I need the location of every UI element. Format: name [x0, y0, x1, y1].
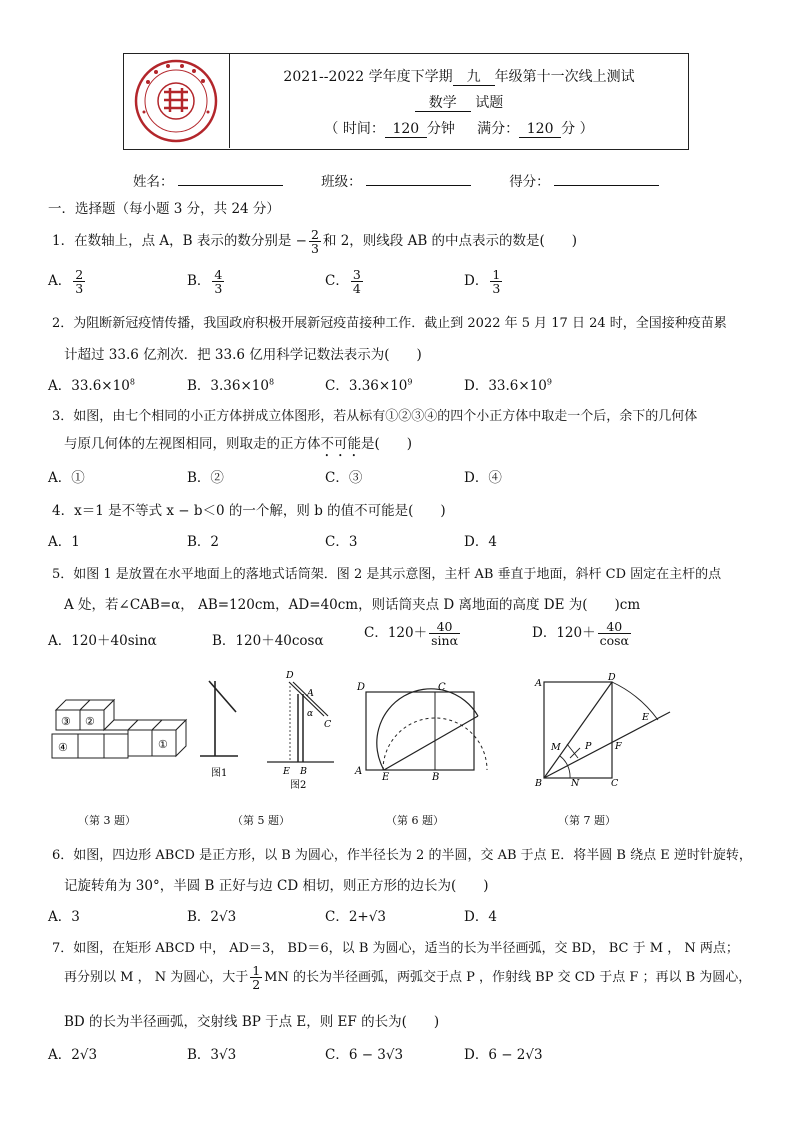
score-label-field: 得分：	[509, 174, 550, 190]
q7-fraction	[250, 964, 262, 991]
q1-c-label: C．	[325, 273, 349, 290]
subject-value: 数学	[415, 96, 471, 112]
q1-d-label: D．	[464, 273, 489, 290]
q1-d-den: 3	[492, 281, 501, 297]
q7-option-b[interactable]: B．3√3	[187, 1047, 237, 1063]
q1-b-num: 4	[214, 267, 223, 282]
caption-fig7: （第 7 题）	[558, 814, 616, 827]
q5-option-a[interactable]: A．120＋40sinα	[48, 633, 157, 649]
question-5-line1: 5．如图 1 是放置在水平地面上的落地式话筒架．图 2 是其示意图，主杆 AB 垂直于地面，斜杆 CD 固定在主杆的点	[52, 567, 722, 582]
q5-d-label: D．120＋	[532, 625, 596, 642]
q5-c-num: 40	[429, 620, 460, 634]
q2-option-c[interactable]	[325, 374, 412, 394]
class-blank[interactable]	[366, 173, 471, 186]
q4-option-b[interactable]: B．2	[187, 534, 220, 550]
time-label: （ 时间：	[324, 121, 385, 137]
q1-option-d[interactable]	[464, 268, 504, 295]
q1-stem-a: 1．在数轴上，点 A，B 表示的数分别是 −	[52, 233, 307, 250]
question-7-line2	[64, 964, 751, 991]
name-label: 姓名：	[133, 174, 174, 190]
time-value: 120	[385, 122, 427, 138]
q7-line2-a: 再分别以 M ， N 为圆心，大于	[64, 970, 249, 986]
header-subject-line	[229, 92, 689, 112]
q1-fraction	[309, 228, 321, 255]
question-1-stem	[52, 228, 577, 255]
q7-frac-num: 1	[252, 963, 261, 978]
figure-5-1-stand	[198, 676, 248, 786]
q2-b-text: B．3.36×10	[187, 378, 269, 394]
fig3-label-2: ②	[85, 715, 95, 728]
fig7-point-E: E	[642, 712, 649, 723]
question-2-line1: 2．为阻断新冠疫情传播，我国政府积极开展新冠疫苗接种工作．截止到 2022 年 5 月 17 日 24 时，全国接种疫苗累	[52, 316, 727, 331]
q7-option-a[interactable]: A．2√3	[48, 1047, 98, 1063]
q3-option-d[interactable]: D．④	[464, 470, 502, 486]
question-6-line1: 6．如图，四边形 ABCD 是正方形，以 B 为圆心，作半径长为 2 的半圆，交 AB 于点 E．将半圆 B 绕点 E 逆时针旋转，	[52, 848, 752, 863]
q7-option-c[interactable]: C．6 − 3√3	[325, 1047, 404, 1063]
q3-line2-b: 是( )	[361, 436, 413, 452]
q7-line2-b: MN 的长为半径画弧，两弧交于点 P ，作射线 BP 交 CD 于点 F ；再以 B 为圆心，	[264, 970, 752, 986]
q6-option-c[interactable]: C．2+√3	[325, 909, 386, 925]
q2-a-exp: 8	[129, 377, 135, 387]
q1-frac-den: 3	[310, 241, 319, 257]
q5-option-d[interactable]	[532, 620, 633, 647]
q3-line2-a: 与原几何体的左视图相同，则取走的正方体	[64, 436, 321, 452]
fig7-point-B: B	[535, 778, 542, 789]
score-value: 120	[519, 122, 561, 138]
q2-a-text: A．33.6×10	[48, 378, 130, 394]
question-4-stem: 4．x＝1 是不等式 x − b＜0 的一个解，则 b 的值不可能是( )	[52, 503, 446, 519]
school-seal-logo	[124, 54, 229, 148]
q6-option-b[interactable]: B．2√3	[187, 909, 237, 925]
score-unit: 分 ）	[561, 121, 594, 137]
q1-a-label: A．	[48, 273, 72, 290]
q3-option-a[interactable]: A．①	[48, 470, 85, 486]
q1-option-b[interactable]	[187, 268, 226, 295]
q5-d-den: cosα	[599, 633, 629, 649]
caption-fig6: （第 6 题）	[386, 814, 444, 827]
q3-emphasis: 不可能	[320, 436, 361, 452]
q4-option-a[interactable]: A．1	[48, 534, 80, 550]
q2-d-exp: 9	[546, 377, 552, 387]
fig6-point-A: A	[355, 766, 363, 777]
fig5-point-B: B	[300, 766, 307, 777]
q7-option-d[interactable]: D．6 − 2√3	[464, 1047, 543, 1063]
q1-option-a[interactable]	[48, 268, 87, 295]
figure-3-cubes	[44, 690, 189, 775]
question-7-line1: 7．如图，在矩形 ABCD 中， AD＝3， BD＝6，以 B 为圆心，适当的长为半径画弧，交 BD， BC 于 M ， N 两点；	[52, 941, 739, 956]
fig5-2-label: 图2	[290, 780, 307, 791]
q6-option-a[interactable]: A．3	[48, 909, 80, 925]
q5-d-num: 40	[598, 620, 631, 634]
q5-option-b[interactable]: B．120＋40cosα	[212, 633, 324, 649]
fig5-point-D: D	[286, 670, 294, 681]
q1-b-den: 3	[214, 281, 223, 297]
q5-c-label: C．120＋	[364, 625, 428, 642]
q1-a-num: 2	[75, 267, 84, 282]
question-7-line3: BD 的长为半径画弧，交射线 BP 于点 E，则 EF 的长为( )	[64, 1014, 440, 1030]
q3-option-b[interactable]: B．②	[187, 470, 224, 486]
subject-suffix: 试题	[475, 95, 504, 111]
fig7-point-C: C	[611, 778, 619, 789]
fig6-point-B: B	[432, 772, 440, 780]
figure-7-rectangle	[530, 672, 680, 790]
fig3-label-1: ①	[158, 738, 168, 751]
logo-cell	[124, 54, 230, 148]
fig5-alpha: α	[307, 709, 314, 719]
q3-option-c[interactable]: C．③	[325, 470, 363, 486]
q1-stem-b: 和 2，则线段 AB 的中点表示的数是( )	[322, 233, 578, 250]
figure-5-2-diagram	[262, 664, 342, 794]
q2-c-text: C．3.36×10	[325, 378, 408, 394]
fig5-point-E: E	[283, 766, 290, 777]
q4-option-d[interactable]: D．4	[464, 534, 497, 550]
fig7-point-M: M	[551, 742, 561, 753]
q1-option-c[interactable]	[325, 268, 365, 295]
title-suffix: 年级第十一次线上测试	[494, 69, 635, 85]
question-5-line2: A 处，若∠CAB=α， AB=120cm，AD=40cm，则话筒夹点 D 离地面的高度 DE 为( )cm	[64, 597, 641, 613]
q7-frac-den: 2	[252, 977, 261, 993]
fig7-point-P: P	[585, 741, 592, 752]
q2-option-d[interactable]	[464, 374, 552, 394]
header-title-line	[229, 66, 689, 86]
question-3-line2	[64, 432, 412, 460]
fig6-point-E: E	[382, 772, 390, 780]
q1-frac-num: 2	[310, 227, 319, 242]
grade-value: 九	[453, 70, 495, 86]
fig7-point-N: N	[571, 778, 580, 789]
q2-d-text: D．33.6×10	[464, 378, 547, 394]
time-unit: 分钟	[426, 121, 455, 137]
q5-c-den: sinα	[431, 633, 459, 649]
fig7-point-D: D	[608, 672, 616, 683]
q5-option-c[interactable]	[364, 620, 462, 647]
header-time-line	[229, 118, 689, 138]
fig5-point-C: C	[324, 719, 332, 730]
section-title: 一．选择题（每小题 3 分，共 24 分）	[48, 201, 280, 217]
caption-fig3: （第 3 题）	[78, 814, 136, 827]
exam-header	[123, 53, 689, 150]
fig5-point-A: A	[307, 688, 314, 699]
student-info-row	[133, 170, 659, 190]
q6-option-d[interactable]: D．4	[464, 909, 497, 925]
q2-option-a[interactable]	[48, 374, 135, 394]
fig6-point-C: C	[438, 682, 446, 693]
fig7-point-F: F	[615, 741, 622, 752]
q1-b-label: B．	[187, 273, 211, 290]
question-2-line2: 计超过 33.6 亿剂次．把 33.6 亿用科学记数法表示为( )	[64, 347, 422, 363]
q2-b-exp: 8	[268, 377, 275, 387]
q1-d-num: 1	[492, 267, 501, 282]
q1-a-den: 3	[75, 281, 84, 297]
name-blank[interactable]	[178, 173, 283, 186]
q2-c-exp: 9	[407, 377, 413, 387]
class-label: 班级：	[321, 174, 362, 190]
figure-6-square	[352, 680, 502, 780]
score-label: 满分：	[477, 121, 520, 137]
caption-fig5: （第 5 题）	[232, 814, 290, 827]
q1-c-num: 3	[352, 267, 361, 282]
title-prefix: 2021--2022 学年度下学期	[283, 69, 453, 85]
fig5-1-label: 图1	[211, 768, 228, 779]
fig3-label-3: ③	[61, 715, 71, 728]
q4-option-c[interactable]: C．3	[325, 534, 358, 550]
fig6-point-D: D	[357, 682, 366, 693]
fig3-label-4: ④	[58, 741, 68, 754]
question-3-line1: 3．如图，由七个相同的小正方体拼成立体图形，若从标有①②③④的四个小正方体中取走一个后，余下的几何体	[52, 409, 698, 424]
fig7-point-A: A	[535, 678, 542, 689]
question-6-line2: 记旋转角为 30°，半圆 B 正好与边 CD 相切，则正方形的边长为( )	[64, 878, 489, 894]
score-blank[interactable]	[554, 173, 659, 186]
q1-c-den: 4	[352, 281, 361, 297]
q2-option-b[interactable]	[187, 374, 274, 394]
